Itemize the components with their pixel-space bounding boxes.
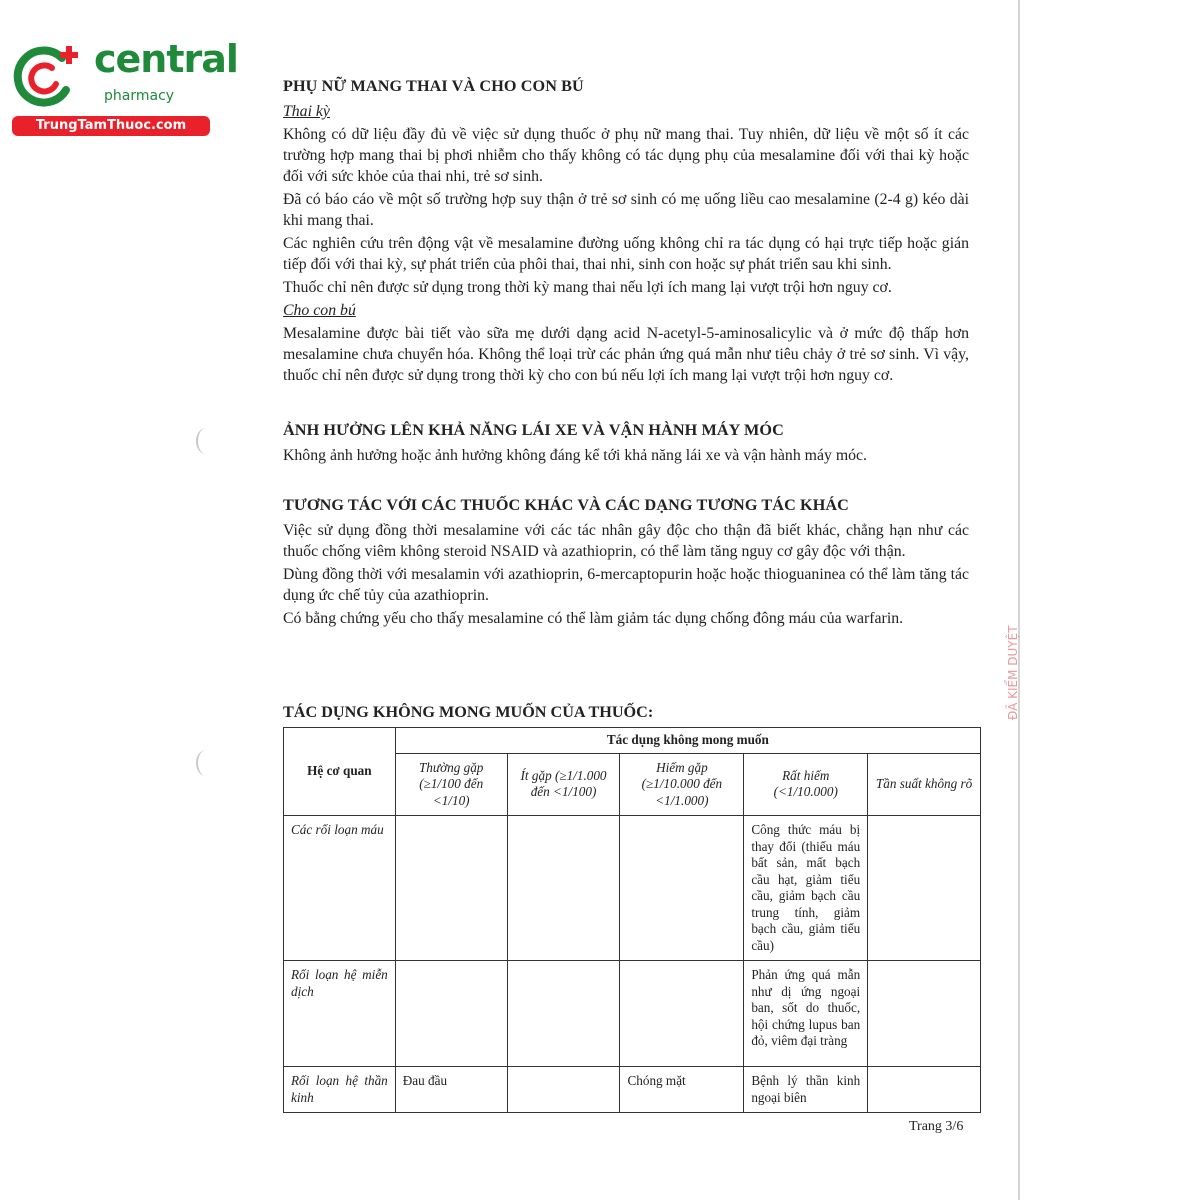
pregnancy-paragraph: Thuốc chỉ nên được sử dụng trong thời kỳ mang thai nếu lợi ích mang lại vượt trội hơn nguy cơ. (283, 279, 892, 296)
frequency-header: Hiếm gặp (≥1/10.000 đến <1/1.000) (620, 753, 744, 816)
adr-table (283, 727, 981, 1113)
pregnancy-paragraph: Đã có báo cáo về một số trường hợp suy thận ở trẻ sơ sinh có mẹ uống liều cao mesalamine (2-4 g) kéo dài khi mang thai. (283, 191, 969, 229)
pregnancy-paragraph: Các nghiên cứu trên động vật về mesalamine đường uống không chỉ ra tác dụng có hại trực tiếp hoặc gián tiếp đối với thai kỳ, sự phát triển của phôi thai, thai nhi, sinh con hoặc sự phát triển sau khi sinh. (283, 235, 969, 273)
central-pharmacy-logo-icon (10, 40, 90, 110)
table-row (284, 961, 981, 1067)
interactions-paragraph: Có bằng chứng yếu cho thấy mesalamine có thể làm giảm tác dụng chống đông máu của warfarin. (283, 610, 904, 627)
interactions-paragraph: Việc sử dụng đồng thời mesalamine với các tác nhân gây độc cho thận đã biết khác, chẳng hạn như các thuốc chống viêm không steroid NSAID và azathioprin, có thể làm tăng nguy cơ gây độc với thận. (283, 522, 969, 560)
very-rare-cell: Bệnh lý thần kinh ngoại biên (744, 1067, 868, 1113)
scan-mark (196, 750, 216, 776)
very-rare-cell: Phản ứng quá mẫn như dị ứng ngoại ban, sốt do thuốc, hội chứng lupus ban đỏ, viêm đại tràng (744, 961, 868, 1067)
unknown-cell (868, 816, 981, 961)
table-row (284, 816, 981, 961)
unknown-cell (868, 961, 981, 1067)
uncommon-cell (507, 961, 620, 1067)
organ-cell: Các rối loạn máu (284, 816, 396, 961)
rare-cell: Chóng mặt (620, 1067, 744, 1113)
organ-header: Hệ cơ quan (284, 728, 396, 816)
scan-mark (196, 428, 216, 454)
lactation-subheading: Cho con bú (283, 302, 356, 319)
organ-cell: Rối loạn hệ miễn dịch (284, 961, 396, 1067)
logo-subtitle: pharmacy (104, 88, 175, 104)
common-cell (395, 961, 507, 1067)
frequency-header: Thường gặp (≥1/100 đến <1/10) (395, 753, 507, 816)
interactions-heading: TƯƠNG TÁC VỚI CÁC THUỐC KHÁC VÀ CÁC DẠNG TƯƠNG TÁC KHÁC (283, 496, 849, 514)
common-cell (395, 816, 507, 961)
common-cell: Đau đầu (395, 1067, 507, 1113)
organ-cell: Rối loạn hệ thần kinh (284, 1067, 396, 1113)
table-header-row (284, 728, 981, 754)
frequency-header: Tần suất không rõ (868, 753, 981, 816)
adr-table-title: TÁC DỤNG KHÔNG MONG MUỐN CỦA THUỐC: (283, 703, 654, 721)
pregnancy-subheading: Thai kỳ (283, 103, 330, 120)
adverse-effects-header: Tác dụng không mong muốn (395, 728, 980, 754)
logo-url-link[interactable]: TrungTamThuoc.com (12, 116, 210, 136)
rare-cell (620, 961, 744, 1067)
uncommon-cell (507, 1067, 620, 1113)
lactation-paragraph: Mesalamine được bài tiết vào sữa mẹ dưới dạng acid N-acetyl-5-aminosalicylic và ở mức độ thấp hơn mesalamine chưa chuyển hóa. Không thể loại trừ các phản ứng quá mẫn như tiêu chảy ở trẻ sơ sinh. Vì vậy, thuốc chỉ nên được sử dụng trong thời kỳ cho con bú nếu lợi ích mang lại vượt trội hơn nguy cơ. (283, 325, 969, 384)
driving-heading: ẢNH HƯỞNG LÊN KHẢ NĂNG LÁI XE VÀ VẬN HÀNH MÁY MÓC (283, 421, 784, 439)
pharmacy-logo[interactable] (10, 36, 238, 136)
very-rare-cell: Công thức máu bị thay đổi (thiếu máu bất sản, mất bạch cầu hạt, giảm tiểu cầu, giảm bạch cầu trung tính, giảm bạch cầu, giảm tiểu cầu) (744, 816, 868, 961)
uncommon-cell (507, 816, 620, 961)
pregnancy-heading: PHỤ NỮ MANG THAI VÀ CHO CON BÚ (283, 77, 584, 95)
table-row (284, 1067, 981, 1113)
document-body (283, 76, 969, 631)
logo-name: central (94, 37, 238, 81)
frequency-header: Ít gặp (≥1/1.000 đến <1/100) (507, 753, 620, 816)
unknown-cell (868, 1067, 981, 1113)
interactions-paragraph: Dùng đồng thời với mesalamin với azathioprin, 6-mercaptopurin hoặc hoặc thioguaninea có thể làm tăng tác dụng ức chế tủy của azathioprin. (283, 566, 969, 604)
page-number: Trang 3/6 (909, 1119, 964, 1134)
frequency-header: Rất hiếm (<1/10.000) (744, 753, 868, 816)
red-stamp-watermark: ĐÃ KIỂM DUYỆT (1006, 625, 1020, 720)
rare-cell (620, 816, 744, 961)
driving-paragraph: Không ảnh hưởng hoặc ảnh hưởng không đáng kể tới khả năng lái xe và vận hành máy móc. (283, 447, 867, 464)
pregnancy-paragraph: Không có dữ liệu đầy đủ về việc sử dụng thuốc ở phụ nữ mang thai. Tuy nhiên, dữ liệu về một số ít các trường hợp mang thai bị phơi nhiễm cho thấy không có tác dụng phụ của mesalamine đối với thai kỳ hoặc đối với sức khỏe của thai nhi, trẻ sơ sinh. (283, 126, 969, 185)
